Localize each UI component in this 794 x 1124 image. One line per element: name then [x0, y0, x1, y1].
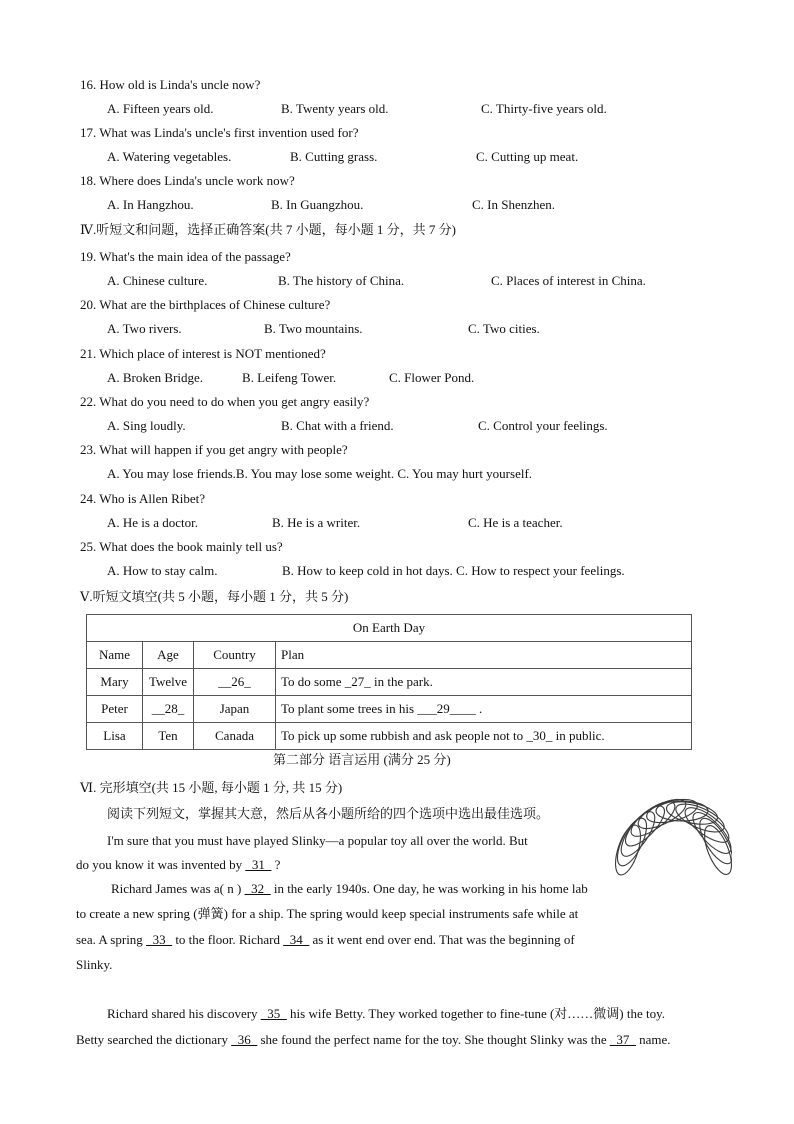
- q22-question: 22. What do you need to do when you get angry easily?: [80, 394, 370, 409]
- q19-option-a: A. Chinese culture.: [107, 273, 208, 288]
- table-cell: Canada: [194, 723, 276, 750]
- passage-line: [76, 857, 280, 873]
- passage-line: to create a new spring (弹簧) for a ship. The spring would keep special instruments safe while at: [76, 906, 579, 921]
- table-cell: Japan: [194, 696, 276, 723]
- passage-text: do you know it was invented by: [76, 857, 246, 872]
- table-cell: Mary: [87, 669, 143, 696]
- table-row: [87, 669, 692, 696]
- q20-option-b: B. Two mountains.: [264, 321, 363, 336]
- passage-line: [107, 1006, 665, 1022]
- q22-option-a: A. Sing loudly.: [107, 418, 186, 433]
- passage-text: Richard James was a( n ): [111, 881, 245, 896]
- q20-question: 20. What are the birthplaces of Chinese culture?: [80, 297, 331, 312]
- q16-question: 16. How old is Linda's uncle now?: [80, 77, 261, 92]
- q23-options: A. You may lose friends.B. You may lose some weight. C. You may hurt yourself.: [107, 466, 533, 481]
- q25-option-a: A. How to stay calm.: [107, 563, 218, 578]
- q18-option-a: A. In Hangzhou.: [107, 197, 194, 212]
- table-header-country: Country: [194, 642, 276, 669]
- table-cell: To do some _27_ in the park.: [276, 669, 692, 696]
- table-header-name: Name: [87, 642, 143, 669]
- q19-option-b: B. The history of China.: [278, 273, 405, 288]
- q17-option-c: C. Cutting up meat.: [476, 149, 579, 164]
- table-cell: Twelve: [143, 669, 194, 696]
- table-cell: Peter: [87, 696, 143, 723]
- table-cell: Ten: [143, 723, 194, 750]
- blank-32: _32_: [244, 881, 271, 896]
- table-row: [87, 723, 692, 750]
- q20-option-c: C. Two cities.: [468, 321, 540, 336]
- q25-option-bc: B. How to keep cold in hot days. C. How to respect your feelings.: [282, 563, 625, 578]
- q21-question: 21. Which place of interest is NOT mentioned?: [80, 346, 326, 361]
- q22-option-b: B. Chat with a friend.: [281, 418, 394, 433]
- blank-35: _35_: [260, 1006, 287, 1021]
- q19-option-c: C. Places of interest in China.: [491, 273, 646, 288]
- table-cell: __28_: [143, 696, 194, 723]
- blank-37: _37_: [609, 1032, 636, 1047]
- q21-option-b: B. Leifeng Tower.: [242, 370, 337, 385]
- blank-36: _36_: [231, 1032, 258, 1047]
- q19-question: 19. What's the main idea of the passage?: [80, 249, 291, 264]
- q18-option-c: C. In Shenzhen.: [472, 197, 556, 212]
- passage-text: name.: [635, 1032, 671, 1047]
- q23-question: 23. What will happen if you get angry with people?: [80, 442, 348, 457]
- table-row: [87, 696, 692, 723]
- part-2-heading: 第二部分 语言运用 (满分 25 分): [273, 752, 451, 767]
- blank-33: _33_: [146, 932, 173, 947]
- q24-option-c: C. He is a teacher.: [468, 515, 563, 530]
- q16-option-a: A. Fifteen years old.: [107, 101, 214, 116]
- passage-text: sea. A spring: [76, 932, 147, 947]
- passage-text: Betty searched the dictionary: [76, 1032, 232, 1047]
- table-cell: To pick up some rubbish and ask people not to _30_ in public.: [276, 723, 692, 750]
- table-header-plan: Plan: [276, 642, 692, 669]
- passage-line: [76, 932, 575, 948]
- q24-option-b: B. He is a writer.: [272, 515, 361, 530]
- table-cell: To plant some trees in his ___29____ .: [276, 696, 692, 723]
- section-5-heading: Ⅴ.听短文填空(共 5 小题，每小题 1 分，共 5 分): [80, 589, 349, 604]
- passage-text: as it went end over end. That was the beginning of: [309, 932, 575, 947]
- passage-text: Richard shared his discovery: [107, 1006, 261, 1021]
- q18-question: 18. Where does Linda's uncle work now?: [80, 173, 295, 188]
- passage-line: [111, 881, 588, 897]
- section-6-heading: Ⅵ. 完形填空(共 15 小题, 每小题 1 分, 共 15 分): [80, 780, 343, 795]
- passage-text: in the early 1940s. One day, he was working in his home lab: [270, 881, 588, 896]
- slinky-illustration: [614, 778, 732, 878]
- passage-line: Slinky.: [76, 957, 113, 972]
- earth-day-table: [86, 614, 692, 750]
- q16-option-c: C. Thirty-five years old.: [481, 101, 607, 116]
- table-title: On Earth Day: [87, 615, 692, 642]
- q17-option-b: B. Cutting grass.: [290, 149, 378, 164]
- q18-option-b: B. In Guangzhou.: [271, 197, 364, 212]
- section-4-heading: Ⅳ.听短文和问题，选择正确答案(共 7 小题，每小题 1 分，共 7 分): [80, 222, 456, 237]
- passage-text: ?: [271, 857, 281, 872]
- q17-question: 17. What was Linda's uncle's first invention used for?: [80, 125, 359, 140]
- q17-option-a: A. Watering vegetables.: [107, 149, 232, 164]
- table-header-age: Age: [143, 642, 194, 669]
- q24-option-a: A. He is a doctor.: [107, 515, 198, 530]
- passage-text: she found the perfect name for the toy. She thought Slinky was the: [257, 1032, 610, 1047]
- passage-text: his wife Betty. They worked together to fine-tune (对……微调) the toy.: [286, 1006, 666, 1021]
- passage-line: I'm sure that you must have played Slinky—a popular toy all over the world. But: [107, 833, 528, 848]
- passage-text: to the floor. Richard: [172, 932, 284, 947]
- q25-question: 25. What does the book mainly tell us?: [80, 539, 283, 554]
- section-6-instruction: 阅读下列短文，掌握其大意，然后从各小题所给的四个选项中选出最佳选项。: [107, 806, 550, 821]
- passage-line: [76, 1032, 671, 1048]
- q16-option-b: B. Twenty years old.: [281, 101, 389, 116]
- table-cell: __26_: [194, 669, 276, 696]
- table-cell: Lisa: [87, 723, 143, 750]
- q20-option-a: A. Two rivers.: [107, 321, 182, 336]
- blank-31: _31_: [245, 857, 272, 872]
- blank-34: _34_: [283, 932, 310, 947]
- q21-option-c: C. Flower Pond.: [389, 370, 475, 385]
- q24-question: 24. Who is Allen Ribet?: [80, 491, 206, 506]
- q22-option-c: C. Control your feelings.: [478, 418, 608, 433]
- q21-option-a: A. Broken Bridge.: [107, 370, 204, 385]
